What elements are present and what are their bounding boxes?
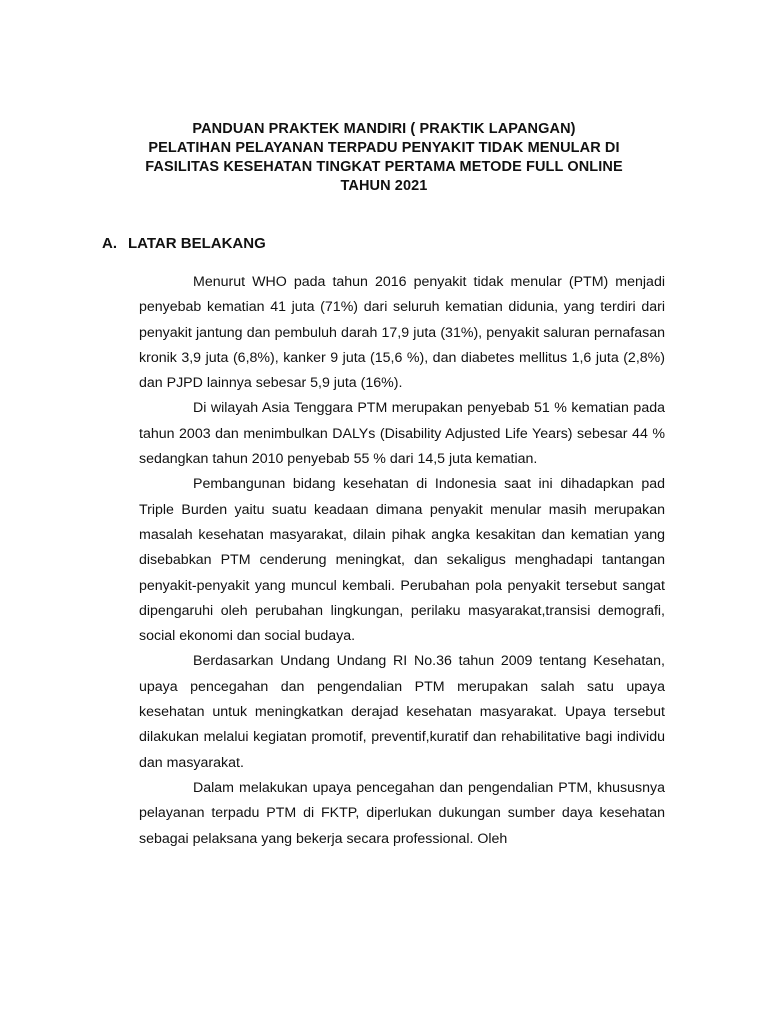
section-number: A. — [102, 235, 117, 252]
document-title — [90, 120, 678, 196]
section-heading-text: LATAR BELAKANG — [128, 235, 266, 252]
paragraph-4: Berdasarkan Undang Undang RI No.36 tahun 2009 tentang Kesehatan, upaya pencegahan dan pengendalian PTM merupakan salah satu upaya kesehatan untuk meningkatkan derajad kesehatan masyarakat. Upaya tersebut dilakukan melalui kegiatan promotif, preventif,kuratif dan rehabilitative bagi individu dan masyarakat. — [139, 653, 665, 771]
title-line-1: PANDUAN PRAKTEK MANDIRI ( PRAKTIK LAPANGAN) — [192, 121, 576, 137]
section-heading — [102, 234, 266, 254]
paragraph-5: Dalam melakukan upaya pencegahan dan pengendalian PTM, khususnya pelayanan terpadu PTM di FKTP, diperlukan dukungan sumber daya kesehatan sebagai pelaksana yang bekerja secara professional. Oleh — [139, 779, 665, 847]
paragraph-3: Pembangunan bidang kesehatan di Indonesia saat ini dihadapkan pad Triple Burden yaitu suatu keadaan dimana penyakit menular masih merupakan masalah kesehatan masyarakat, dilain pihak angka kesakitan dan kematian yang disebabkan PTM cenderung meningkat, dan sekaligus menghadapi tantangan penyakit-penyakit yang muncul kembali. Perubahan pola penyakit tersebut sangat dipengaruhi oleh perubahan lingkungan, perilaku masyarakat,transisi demografi, social ekonomi dan social budaya. — [139, 476, 665, 645]
paragraph-1: Menurut WHO pada tahun 2016 penyakit tidak menular (PTM) menjadi penyebab kematian 41 juta (71%) dari seluruh kematian didunia, yang terdiri dari penyakit jantung dan pembuluh darah 17,9 juta (31%), penyakit saluran pernafasan kronik 3,9 juta (6,8%), kanker 9 juta (15,6 %), dan diabetes mellitus 1,6 juta (2,8%) dan PJPD lainnya sebesar 5,9 juta (16%). — [139, 274, 665, 392]
section-body — [139, 270, 665, 852]
paragraph-2: Di wilayah Asia Tenggara PTM merupakan penyebab 51 % kematian pada tahun 2003 dan menimbulkan DALYs (Disability Adjusted Life Years) sebesar 44 % sedangkan tahun 2010 penyebab 55 % dari 14,5 juta kematian. — [139, 400, 665, 468]
title-line-3: FASILITAS KESEHATAN TINGKAT PERTAMA METODE FULL ONLINE — [145, 159, 623, 175]
title-line-2: PELATIHAN PELAYANAN TERPADU PENYAKIT TIDAK MENULAR DI — [148, 140, 620, 156]
title-line-4: TAHUN 2021 — [340, 178, 428, 194]
